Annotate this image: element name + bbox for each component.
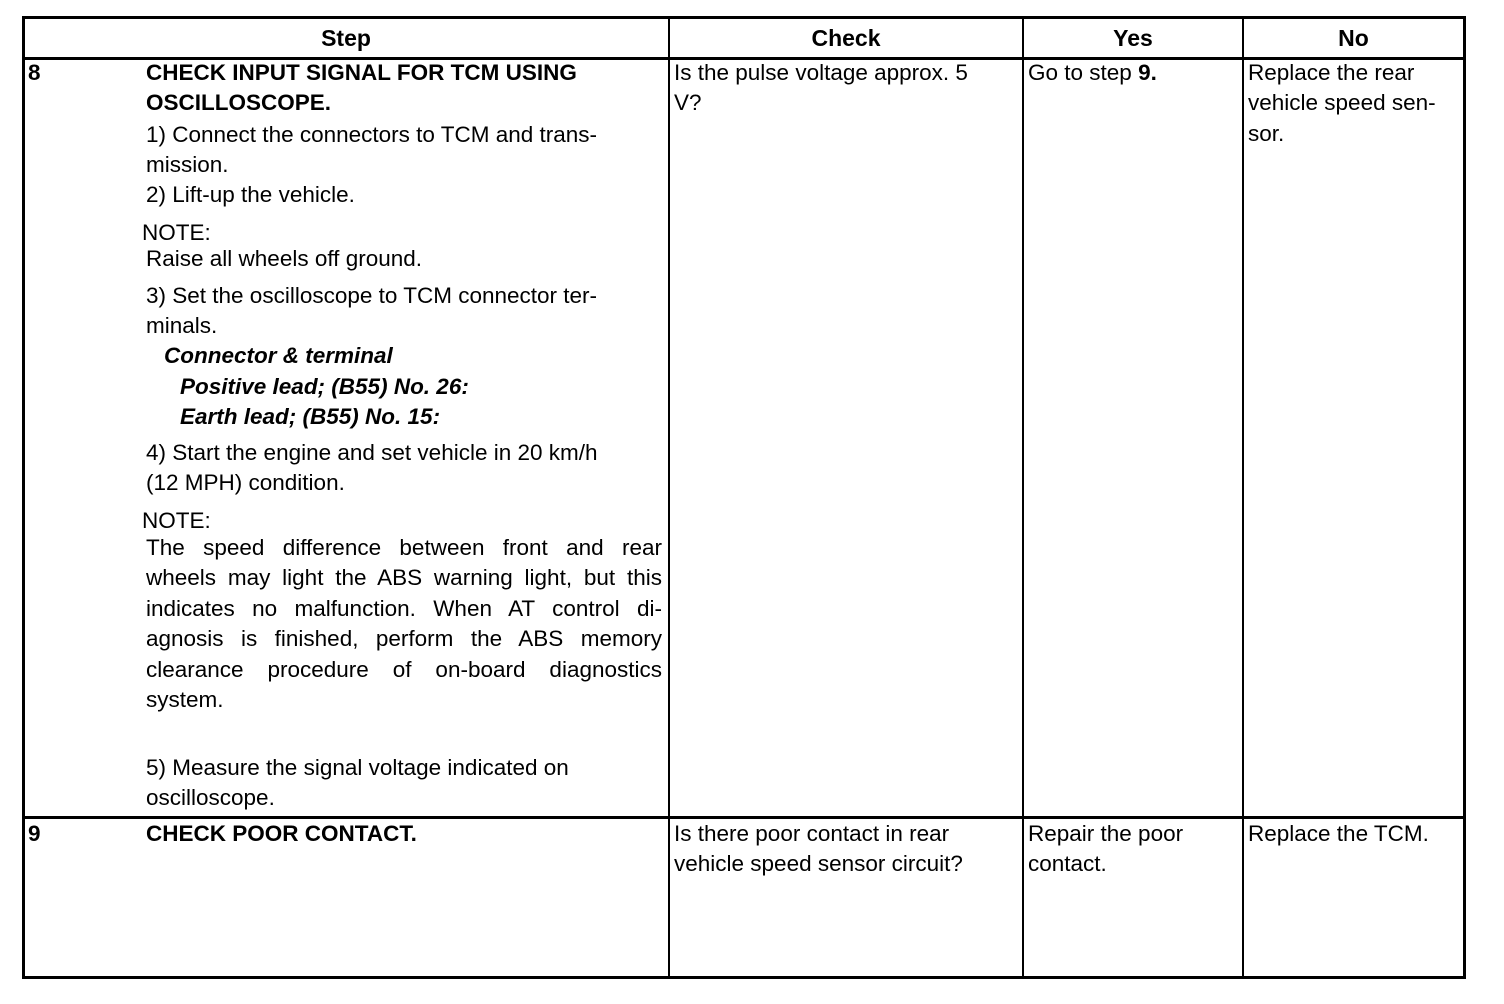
substep-1: 1) Connect the connectors to TCM and trans- mission.	[146, 122, 598, 178]
column-divider-check	[668, 16, 670, 979]
header-yes: Yes	[1113, 25, 1153, 51]
column-divider-yes	[1022, 16, 1024, 979]
substep-2: 2) Lift-up the vehicle.	[146, 182, 355, 207]
note-text: The speed difference between front and rear wheels may light the ABS warning light, but this indicates no malfunction. When AT control di- agnosis is finished, perform the ABS memory clearance procedure of on-board diagnostics system.	[146, 535, 662, 713]
column-divider-no	[1242, 16, 1244, 979]
step-title: CHECK INPUT SIGNAL FOR TCM USING OSCILLOSCOPE.	[146, 60, 577, 116]
earth-lead: Earth lead; (B55) No. 15:	[180, 404, 441, 429]
step-title: CHECK POOR CONTACT.	[146, 821, 417, 846]
yes-text: Go to step 9.	[1028, 60, 1157, 85]
substep-5: 5) Measure the signal voltage indicated on oscilloscope.	[146, 755, 569, 811]
connector-terminal-title: Connector & terminal	[164, 343, 393, 368]
header-check: Check	[811, 25, 881, 51]
check-text: Is there poor contact in rear vehicle speed sensor circuit?	[674, 821, 963, 877]
check-text: Is the pulse voltage approx. 5 V?	[674, 60, 968, 116]
table-border-bottom	[22, 976, 1466, 979]
note-text: Raise all wheels off ground.	[146, 246, 422, 271]
no-text: Replace the TCM.	[1248, 821, 1429, 846]
table-border-right	[1463, 16, 1466, 979]
note-label: NOTE:	[142, 220, 211, 245]
yes-text: Repair the poor contact.	[1028, 821, 1184, 877]
header-step: Step	[321, 25, 371, 51]
substep-4: 4) Start the engine and set vehicle in 20 km/h (12 MPH) condition.	[146, 440, 598, 496]
step-number: 9	[28, 821, 41, 846]
table-border-left	[22, 16, 25, 979]
header-no: No	[1338, 25, 1369, 51]
no-text: Replace the rear vehicle speed sen- sor.	[1248, 60, 1436, 146]
table-border-top	[22, 16, 1466, 19]
note-label: NOTE:	[142, 508, 211, 533]
step-number: 8	[28, 60, 41, 85]
positive-lead: Positive lead; (B55) No. 26:	[180, 374, 469, 399]
substep-3: 3) Set the oscilloscope to TCM connector ter- minals.	[146, 283, 598, 339]
step-link: 9.	[1138, 60, 1157, 85]
